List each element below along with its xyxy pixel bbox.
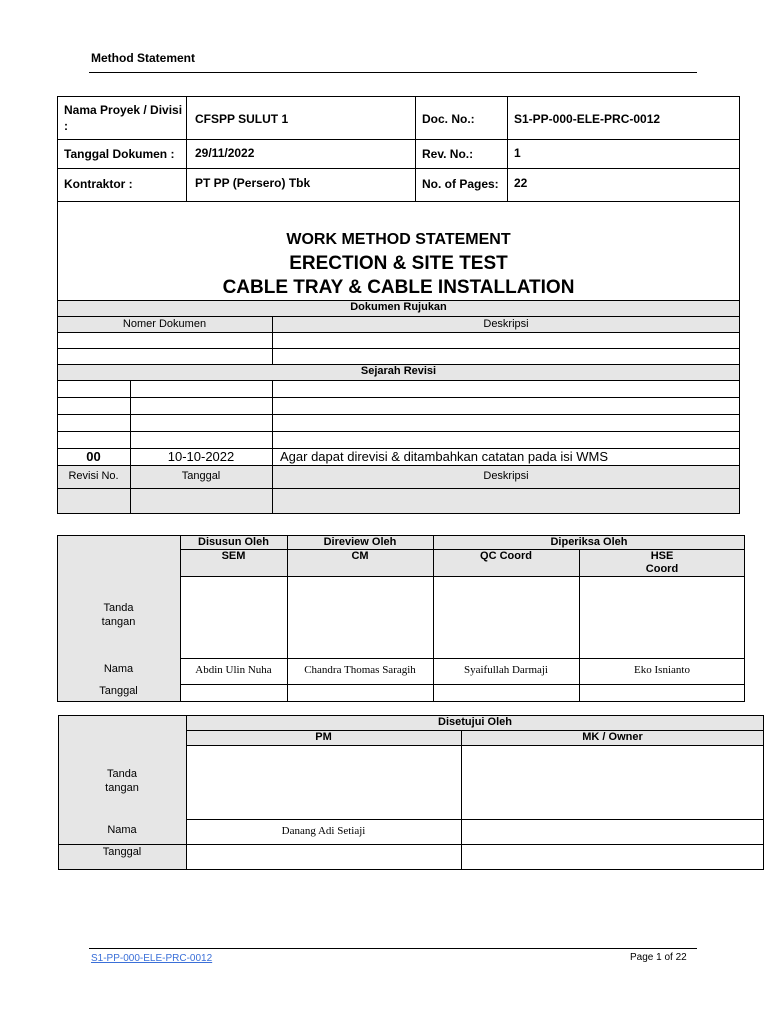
revision-col-no: Revisi No. xyxy=(68,470,119,482)
pages-value: 22 xyxy=(514,176,528,190)
doc-no-label: Doc. No.: xyxy=(422,112,475,126)
title-line-2: ERECTION & SITE TEST xyxy=(289,253,508,274)
revision-description: Agar dapat direvisi & ditambahkan catatan pada isi WMS xyxy=(280,449,609,464)
role-sem: SEM xyxy=(221,550,246,562)
header-rule xyxy=(89,72,697,73)
name-pm: Danang Adi Setiaji xyxy=(281,825,366,837)
signature-label: Tanda tangan xyxy=(101,602,136,628)
title-line-3: CABLE TRAY & CABLE INSTALLATION xyxy=(222,277,575,298)
role-mk-owner: MK / Owner xyxy=(582,731,643,743)
checked-by-heading: Diperiksa Oleh xyxy=(550,536,628,548)
date-value: 29/11/2022 xyxy=(195,146,255,160)
project-value: CFSPP SULUT 1 xyxy=(195,112,289,126)
approval2-name-label: Nama xyxy=(107,824,137,836)
footer-page-number: Page 1 of 22 xyxy=(630,952,687,963)
doc-no-value: S1-PP-000-ELE-PRC-0012 xyxy=(514,112,661,126)
date-row-label: Tanggal xyxy=(99,685,138,697)
role-qc-coord: QC Coord xyxy=(480,550,532,562)
role-hse-coord: HSE Coord xyxy=(645,550,679,575)
name-qc-coord: Syaifullah Darmaji xyxy=(463,664,548,676)
footer-doc-link[interactable]: S1-PP-000-ELE-PRC-0012 xyxy=(91,953,213,964)
name-cm: Chandra Thomas Saragih xyxy=(304,664,416,676)
footer-rule xyxy=(89,948,697,949)
role-pm: PM xyxy=(315,731,332,743)
revision-heading: Sejarah Revisi xyxy=(360,365,437,377)
revision-col-description: Deskripsi xyxy=(483,470,529,482)
name-label: Nama xyxy=(103,663,134,675)
name-hse-coord: Eko Isnianto xyxy=(634,664,690,676)
project-label: Nama Proyek / Divisi : xyxy=(64,103,183,133)
contractor-label: Kontraktor : xyxy=(64,177,133,191)
approval2-signature-label: Tanda tangan xyxy=(105,768,139,794)
approval2-date-label: Tanggal xyxy=(102,846,142,858)
references-col-description: Deskripsi xyxy=(483,318,529,330)
title-line-1: WORK METHOD STATEMENT xyxy=(286,231,511,248)
rev-value: 1 xyxy=(514,146,521,160)
prepared-by-heading: Disusun Oleh xyxy=(198,536,269,548)
name-sem: Abdin Ulin Nuha xyxy=(195,664,272,676)
references-heading: Dokumen Rujukan xyxy=(350,301,447,313)
contractor-value: PT PP (Persero) Tbk xyxy=(195,176,311,190)
date-label: Tanggal Dokumen : xyxy=(64,147,175,161)
revision-date: 10-10-2022 xyxy=(167,449,235,464)
role-cm: CM xyxy=(351,550,369,562)
approved-by-heading: Disetujui Oleh xyxy=(438,716,512,728)
rev-label: Rev. No.: xyxy=(422,147,474,161)
reviewed-by-heading: Direview Oleh xyxy=(323,536,397,548)
document-header-title: Method Statement xyxy=(91,51,196,65)
revision-no: 00 xyxy=(86,449,101,464)
references-col-number: Nomer Dokumen xyxy=(122,318,207,330)
revision-col-date: Tanggal xyxy=(181,470,221,482)
pages-label: No. of Pages: xyxy=(422,177,499,191)
